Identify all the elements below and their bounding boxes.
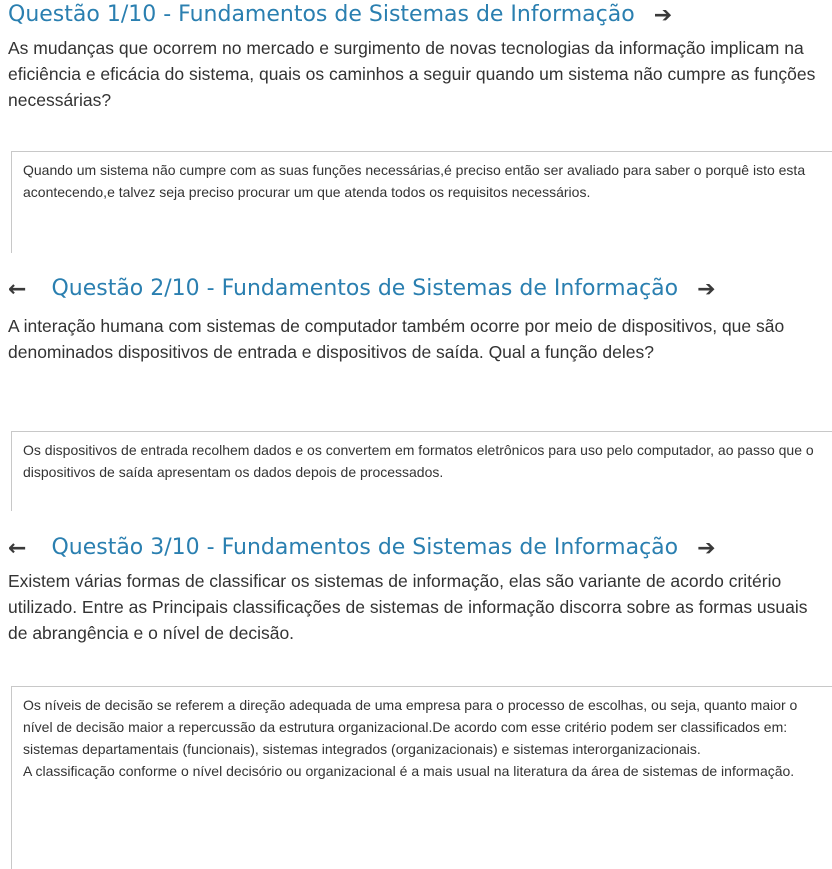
answer-box-2 <box>11 431 832 511</box>
arrow-left-icon[interactable]: ← <box>8 536 27 561</box>
question-title-text: Questão 1/10 - Fundamentos de Sistemas de Informação <box>8 2 635 27</box>
answer-box-1 <box>11 151 832 253</box>
answer-1-paragraph-1: Quando um sistema não cumpre com as suas funções necessárias,é preciso então ser avaliado para saber o porquê isto esta acontecendo,e talvez seja preciso procurar um que atenda todos os requisitos necessários. <box>23 162 806 200</box>
arrow-right-icon[interactable]: ➔ <box>697 277 716 302</box>
question-2-title <box>8 276 716 303</box>
question-3-prompt: Existem várias formas de classificar os sistemas de informação, elas são variante de acordo critério utilizado. Entre as Principais classificações de sistemas de informação discorra sobre as formas usuais de abrangência e o nível de decisão. <box>8 571 808 643</box>
question-1-title <box>8 2 672 29</box>
arrow-right-icon[interactable]: ➔ <box>653 3 673 28</box>
arrow-right-icon[interactable]: ➔ <box>697 536 716 561</box>
question-1-prompt: As mudanças que ocorrem no mercado e surgimento de novas tecnologias da informação implicam na eficiência e eficácia do sistema, quais os caminhos a seguir quando um sistema não cumpre as funções necessárias? <box>8 38 816 110</box>
answer-box-3 <box>11 686 832 869</box>
question-3-title <box>8 535 716 562</box>
answer-3-paragraph-1: Os níveis de decisão se referem a direção adequada de uma empresa para o processo de escolhas, ou seja, quanto maior o nível de decisão maior a repercussão da estrutura organizacional.De acordo com esse critério podem ser classificados em: sistemas departamentais (funcionais), sistemas integrados (organizacionais) e sistemas interorganizacionais. <box>23 697 798 757</box>
question-title-text: Questão 3/10 - Fundamentos de Sistemas de Informação <box>51 535 679 560</box>
question-2-prompt: A interação humana com sistemas de computador também ocorre por meio de dispositivos, que são denominados dispositivos de entrada e dispositivos de saída. Qual a função deles? <box>8 316 785 362</box>
answer-3-paragraph-2: A classificação conforme o nível decisório ou organizacional é a mais usual na literatura da área de sistemas de informação. <box>23 763 795 779</box>
arrow-left-icon[interactable]: ← <box>8 277 27 302</box>
answer-2-paragraph-1: Os dispositivos de entrada recolhem dados e os convertem em formatos eletrônicos para uso pelo computador, ao passo que o dispositivos de saída apresentam os dados depois de processados. <box>23 442 814 480</box>
question-title-text: Questão 2/10 - Fundamentos de Sistemas de Informação <box>51 276 679 301</box>
